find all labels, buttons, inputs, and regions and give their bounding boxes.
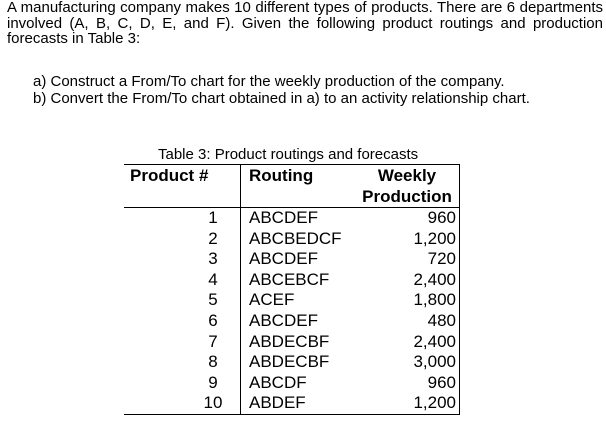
weekly-production: 960 <box>355 208 460 229</box>
product-number: 3 <box>208 249 218 269</box>
table-row <box>124 208 460 229</box>
weekly-production: 1,800 <box>355 290 460 311</box>
routing: ABDECBF <box>241 352 356 373</box>
table-row <box>124 332 460 353</box>
product-number: 5 <box>208 290 218 310</box>
routing: ABDEF <box>241 393 356 414</box>
question-a: a) Construct a From/To chart for the weekly production of the company. <box>33 73 505 90</box>
product-number: 7 <box>208 331 218 351</box>
routing: ABCDEF <box>241 249 356 270</box>
weekly-production: 2,400 <box>355 270 460 291</box>
product-number: 6 <box>208 310 218 330</box>
problem-statement: A manufacturing company makes 10 different types of products. There are 6 departments involved (A, B, C, D, E, and F). Given the following product routings and production forecasts in Table 3: <box>7 0 603 47</box>
header-product: Product # <box>124 165 241 208</box>
routing: ABCDF <box>241 373 356 394</box>
routing: ABCDEF <box>241 311 356 332</box>
product-number: 10 <box>124 393 241 414</box>
routing: ABCBEDCF <box>241 229 356 250</box>
routing: ABCDEF <box>241 208 356 229</box>
product-number: 9 <box>208 372 218 392</box>
question-b: b) Convert the From/To chart obtained in a) to an activity relationship chart. <box>33 90 530 107</box>
weekly-production: 480 <box>355 311 460 332</box>
table-row <box>124 290 460 311</box>
table-header-row <box>124 165 460 208</box>
weekly-production: 3,000 <box>355 352 460 373</box>
table-row <box>124 270 460 291</box>
question-list <box>33 73 530 107</box>
routing: ACEF <box>241 290 356 311</box>
product-number: 8 <box>208 352 218 372</box>
table-caption: Table 3: Product routings and forecasts <box>158 146 419 163</box>
table-row <box>124 249 460 270</box>
product-number: 1 <box>208 208 218 227</box>
routing: ABCEBCF <box>241 270 356 291</box>
weekly-production: 2,400 <box>355 332 460 353</box>
header-weekly-line2: Production <box>362 187 452 206</box>
product-number: 2 <box>208 228 218 248</box>
table-row <box>124 393 460 414</box>
weekly-production: 720 <box>355 249 460 270</box>
product-number: 4 <box>208 269 218 289</box>
table-row <box>124 352 460 373</box>
header-routing: Routing <box>241 165 356 208</box>
table-row <box>124 373 460 394</box>
weekly-production: 960 <box>355 373 460 394</box>
weekly-production: 1,200 <box>355 229 460 250</box>
routing: ABDECBF <box>241 332 356 353</box>
table-row <box>124 311 460 332</box>
header-weekly-production <box>355 165 460 208</box>
header-weekly-line1: Weekly <box>377 166 437 185</box>
routing-table <box>124 164 460 415</box>
table-row <box>124 229 460 250</box>
weekly-production: 1,200 <box>355 393 460 414</box>
